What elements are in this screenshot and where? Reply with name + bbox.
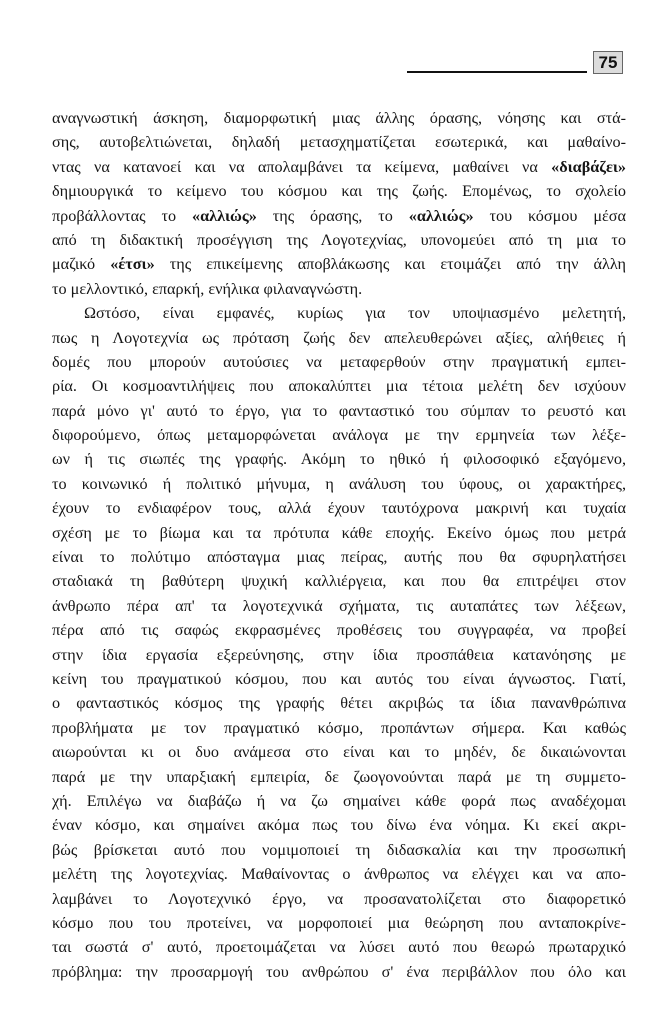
text-segment: στην ίδια εργασία εξερεύνησης, στην ίδια προσπάθεια κατανόησης με (52, 645, 626, 664)
text-segment: δομές που μπορούν αυτούσιες να μεταφερθούν στην πραγματική εμπει- (52, 352, 626, 371)
text-line (52, 838, 626, 862)
text-line (52, 569, 626, 593)
text-segment: του κόσμου μέσα (473, 206, 626, 225)
text-segment: αιωρούνται κι οι δυο ανάμεσα στο είναι και το μηδέν, δε δικαιώνονται (52, 743, 626, 762)
text-line (52, 155, 626, 179)
text-segment: λαμβάνει το Λογοτεχνικό έργο, να προσανατολίζεται στο διαφορετικό (52, 889, 626, 908)
text-segment: Ωστόσο, είναι εμφανές, κυρίως για τον υποψιασμένο μελετητή, (84, 304, 626, 323)
text-segment: προβλήματα με τον πραγματικό κόσμο, προπάντων σήμερα. Και καθώς (52, 718, 626, 737)
text-line (52, 887, 626, 911)
text-segment: σταδιακά τη βαθύτερη ψυχική καλλιέργεια, και που θα επιτρέψει στον (52, 572, 626, 591)
text-segment: παρά με την υπαρξιακή εμπειρία, δε ζωογονούνται παρά με τη συμμετο- (52, 767, 626, 786)
text-line (52, 447, 626, 471)
text-segment: κόσμο που του προτείνει, να μορφοποιεί μια θεώρηση που ανταποκρίνε- (52, 913, 626, 932)
text-line (52, 472, 626, 496)
text-line (52, 667, 626, 691)
emphasized-term: «διαβάζει» (551, 157, 626, 176)
text-line (52, 252, 626, 276)
page-number: 75 (593, 51, 623, 74)
text-segment: είναι το πολύτιμο απόσταγμα μιας πείρας, αυτής που θα σφυρηλατήσει (52, 548, 626, 567)
text-segment: προβάλλοντας το (52, 206, 192, 225)
text-line (52, 106, 626, 130)
text-segment: ται σωστά σ' αυτό, προετοιμάζεται να λύσει αυτό που θεωρώ πρωταρχικό (52, 938, 626, 957)
text-segment: πρόβλημα: την προσαρμογή του ανθρώπου σ' ένα περιβάλλον που όλο και (52, 962, 626, 981)
emphasized-term: «έτσι» (110, 255, 155, 274)
text-line (52, 789, 626, 813)
text-segment: το κοινωνικό ή πολιτικό μήνυμα, η ανάλυση του ύφους, οι χαρακτήρες, (52, 474, 626, 493)
text-segment: έναν κόσμο, και σημαίνει ακόμα πως του δίνω ένα νόημα. Κι εκεί ακρι- (52, 816, 626, 835)
paragraph (52, 106, 626, 301)
emphasized-term: «αλλιώς» (408, 206, 474, 225)
text-line (52, 521, 626, 545)
text-line (52, 374, 626, 398)
text-line (52, 423, 626, 447)
text-segment: έχουν το ενδιαφέρον τους, αλλά έχουν ταυτόχρονα μακρινή και τυχαία (52, 499, 626, 518)
text-line (52, 399, 626, 423)
text-segment: δημιουργικά το κείμενο του κόσμου και της ζωής. Επομένως, το σχολείο (52, 182, 626, 201)
text-line (52, 130, 626, 154)
text-line (52, 691, 626, 715)
text-line (52, 326, 626, 350)
text-line (52, 277, 626, 301)
text-segment: ρία. Οι κοσμοαντιλήψεις που αποκαλύπτει μια τέτοια μελέτη δεν ισχύουν (52, 377, 626, 396)
text-segment: το μελλοντικό, επαρκή, ενήλικα φιλαναγνώστη. (52, 279, 363, 298)
text-line (52, 496, 626, 520)
text-segment: χή. Επιλέγω να διαβάζω ή να ζω σημαίνει κάθε φορά πως αναδέχομαι (52, 791, 626, 810)
text-line (52, 862, 626, 886)
text-segment: της όρασης, το (256, 206, 409, 225)
text-line (52, 228, 626, 252)
text-line (52, 618, 626, 642)
text-line (52, 813, 626, 837)
text-line (52, 179, 626, 203)
text-segment: ων ή τις σιωπές της γραφής. Ακόμη το ηθικό ή φιλοσοφικό εξαγόμενο, (52, 450, 626, 469)
text-segment: σης, αυτοβελτιώνεται, δηλαδή μετασχηματίζεται εσωτερικά, και μαθαίνο- (52, 133, 626, 152)
text-line (52, 716, 626, 740)
text-line (52, 301, 626, 325)
text-line (52, 594, 626, 618)
text-line (52, 935, 626, 959)
text-segment: μαζικό (52, 255, 111, 274)
text-line (52, 911, 626, 935)
text-line (52, 740, 626, 764)
text-line (52, 204, 626, 228)
text-line (52, 545, 626, 569)
paragraph (52, 301, 626, 984)
text-segment: πέρα από τις σαφώς εκφρασμένες προθέσεις του συγγραφέα, να προβεί (52, 621, 626, 640)
text-segment: σχέση με το βίωμα και τα πρότυπα κάθε εποχής. Εκείνο όμως που μετρά (52, 523, 626, 542)
text-line (52, 350, 626, 374)
text-segment: άνθρωπο πέρα απ' τα λογοτεχνικά σχήματα, τις αυταπάτες των λέξεων, (52, 596, 626, 615)
text-segment: της επικείμενης αποβλάκωσης και ετοιμάζει από την άλλη (154, 255, 626, 274)
text-segment: ντας να κατανοεί και να απολαμβάνει τα κείμενα, μαθαίνει να (52, 157, 552, 176)
text-segment: διφορούμενο, όπως μεταμορφώνεται ανάλογα με την ερμηνεία των λέξε- (52, 426, 626, 445)
text-line (52, 643, 626, 667)
text-line (52, 960, 626, 984)
text-line (52, 765, 626, 789)
text-segment: από τη διδακτική προσέγγιση της Λογοτεχνίας, υπονομεύει από τη μια το (52, 230, 626, 249)
text-segment: πως η Λογοτεχνία ως πρόταση ζωής δεν απελευθερώνει αξίες, αλήθειες ή (52, 328, 626, 347)
text-segment: κείνη του πραγματικού κόσμου, που και αυτός του είναι άγνωστος. Γιατί, (52, 669, 626, 688)
text-segment: μελέτη της λογοτεχνίας. Μαθαίνοντας ο άνθρωπος να ελέγχει και να απο- (52, 865, 626, 884)
text-segment: βώς βρίσκεται αυτό που νομιμοποιεί τη διδασκαλία και την προσωπική (52, 840, 626, 859)
text-segment: αναγνωστική άσκηση, διαμορφωτική μιας άλλης όρασης, νόησης και στά- (52, 109, 626, 127)
text-segment: παρά μόνο γι' αυτό το έργο, για το φανταστικό του σύμπαν το ρευστό και (52, 401, 626, 420)
text-segment: ο φανταστικός κόσμος της γραφής θέτει ακριβώς τα ίδια πανανθρώπινα (52, 694, 626, 713)
body-text (52, 106, 626, 984)
emphasized-term: «αλλιώς» (192, 206, 257, 225)
header-rule (407, 71, 587, 73)
